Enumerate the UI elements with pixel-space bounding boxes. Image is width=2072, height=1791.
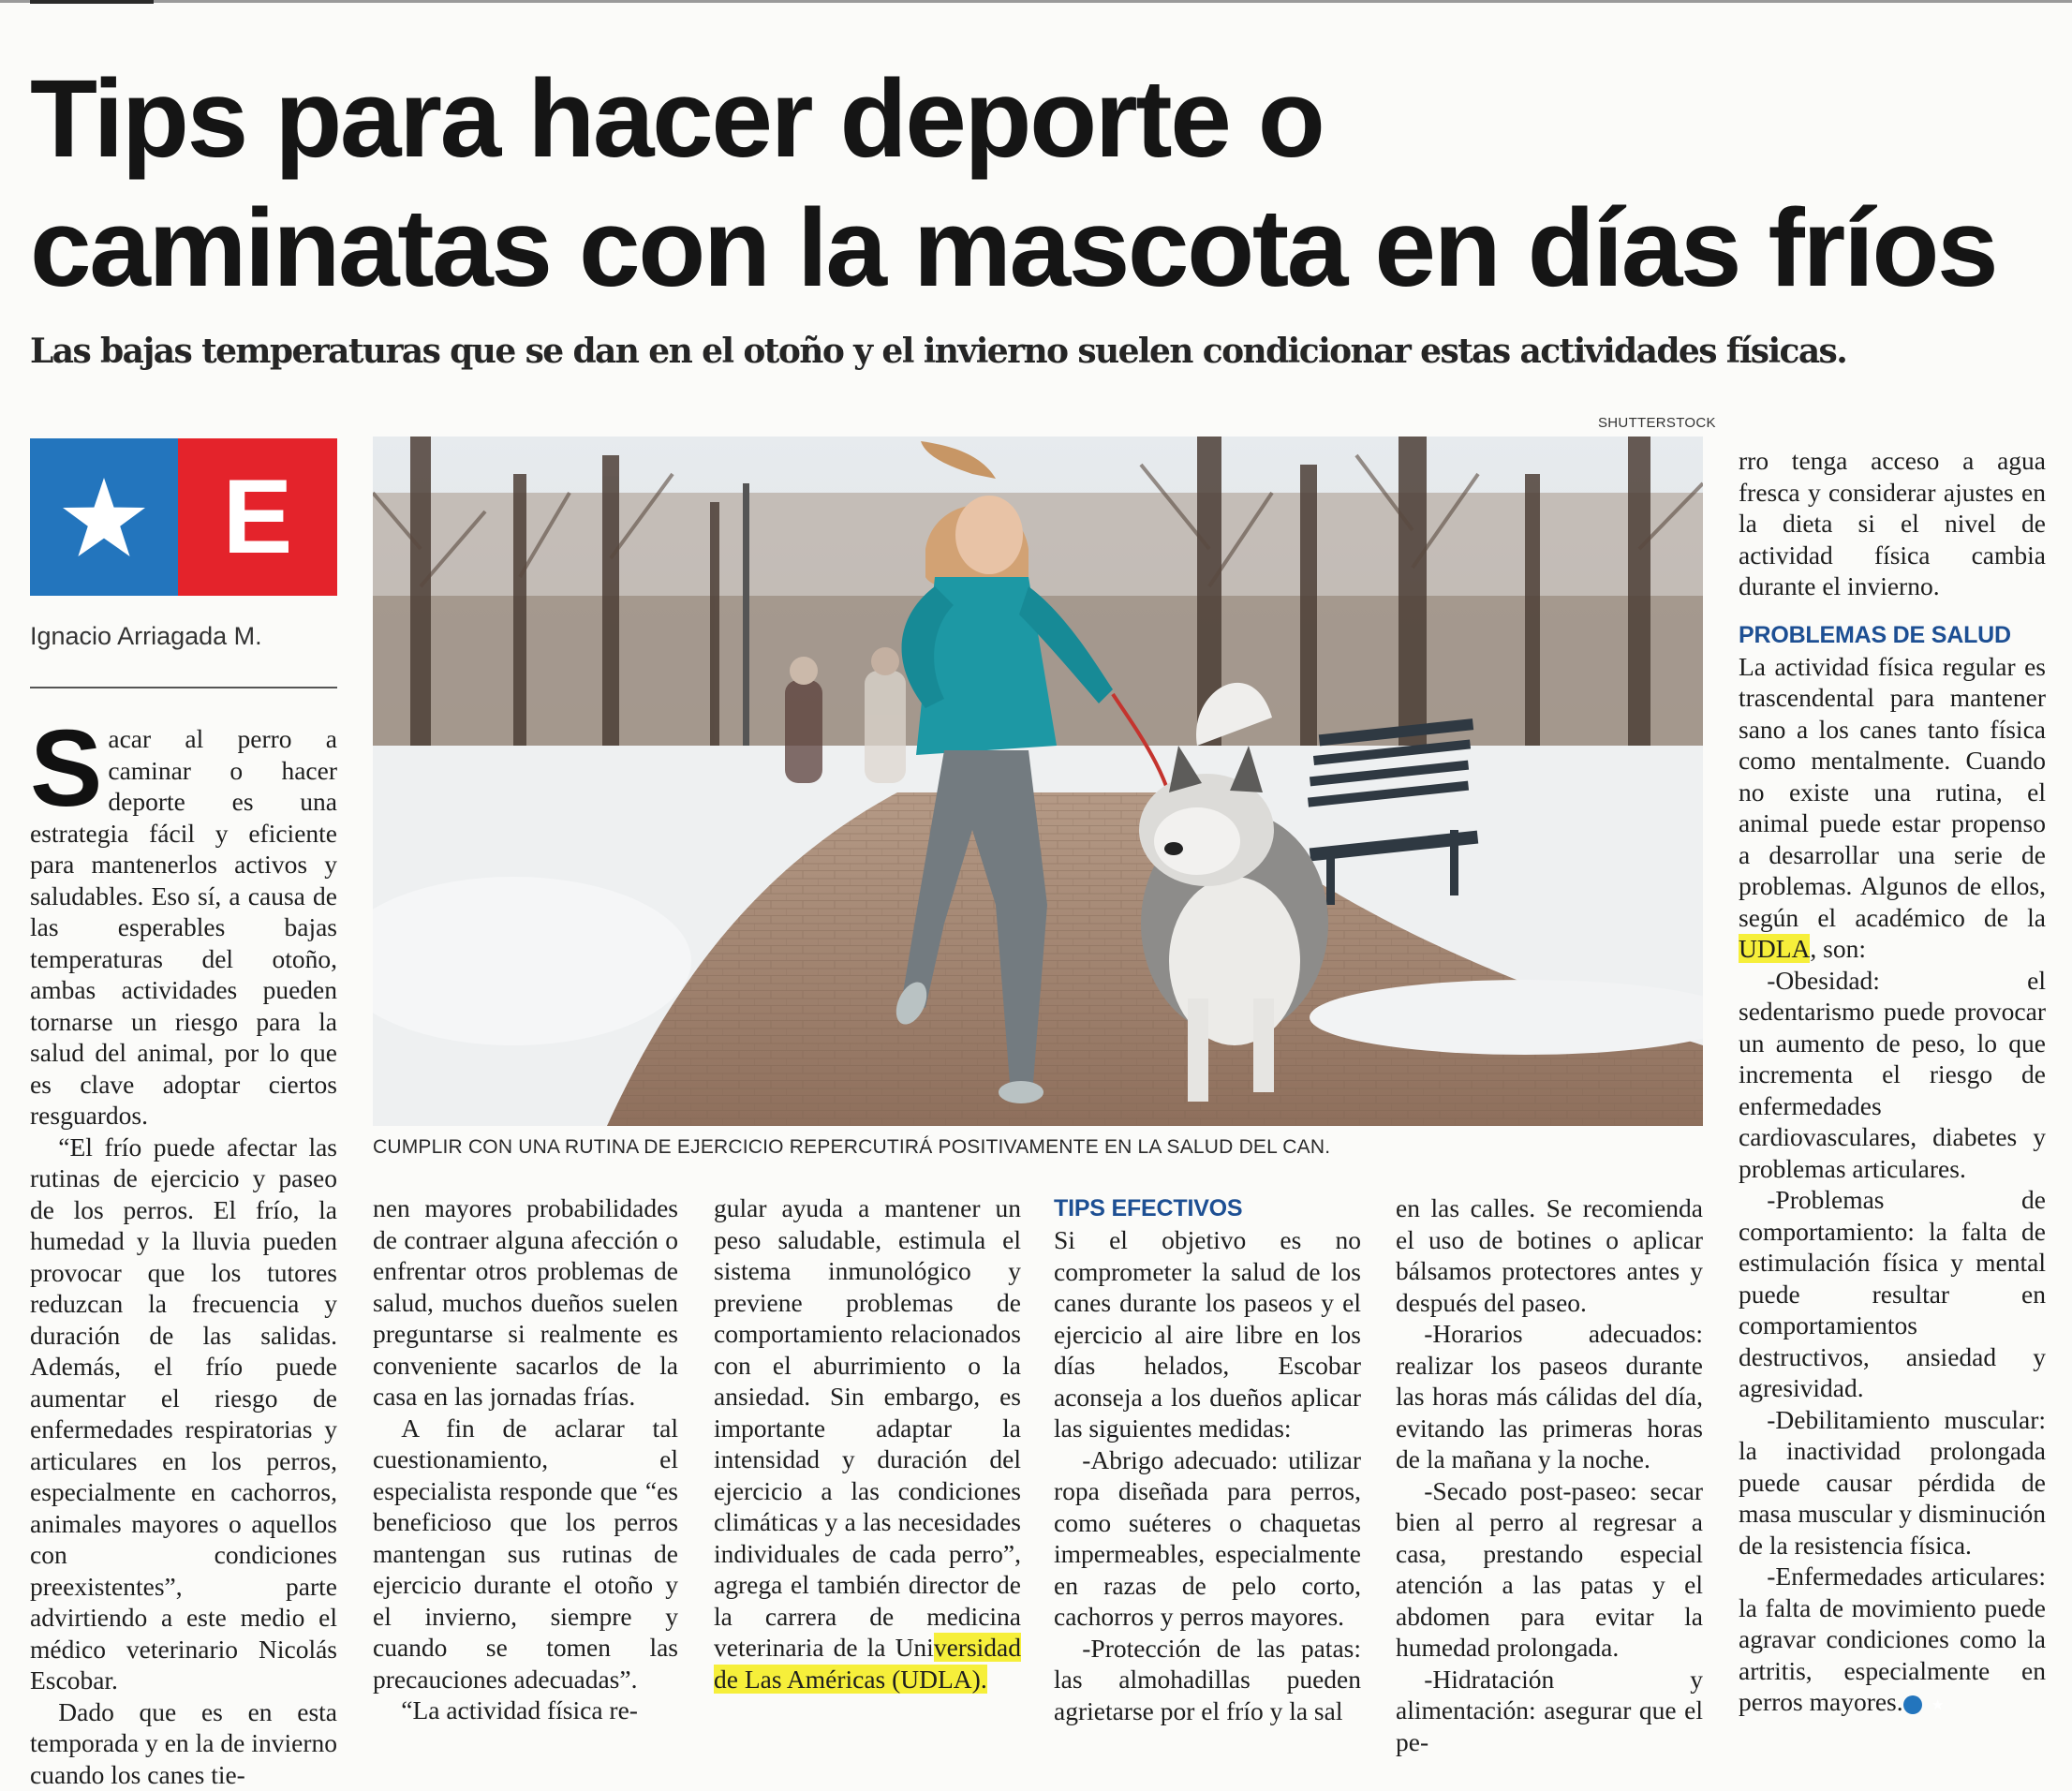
section-logo	[30, 438, 337, 596]
paragraph: nen mayores probabilidades de contraer alguna afección o enfrentar otros problemas de salud, muchos dueños suelen preguntarse si realmente es conveniente sacarlos de la casa en las jornadas frías.	[373, 1193, 678, 1411]
text-column-5	[1396, 1192, 1703, 1757]
paragraph: -Protección de las patas: las almohadillas pueden agrietarse por el frío y la sal	[1054, 1633, 1361, 1725]
text-column-4	[1054, 1192, 1361, 1726]
top-rule	[0, 0, 2072, 3]
photo-illustration	[373, 437, 1703, 1126]
top-rule-tab	[30, 0, 154, 4]
author-byline: Ignacio Arriagada M.	[30, 622, 262, 650]
logo-blue-panel	[30, 438, 178, 596]
lead-paragraph-text: acar al perro a caminar o hacer deporte es una estrategia fácil y eficiente para mantenerlos activos y saludables. Eso sí, a causa de las esperables bajas temperaturas del otoño, ambas actividades pueden tornarse un riesgo para la salud del animal, por lo que es clave adoptar ciertos resguardos.	[30, 724, 337, 1130]
paragraph	[1739, 1561, 2046, 1718]
paragraph: -Problemas de comportamiento: la falta de estimulación física y mental puede resultar en comportamientos destructivos, ansiedad y agresividad.	[1739, 1185, 2046, 1402]
text-column-1	[30, 707, 337, 1790]
paragraph	[1739, 651, 2046, 965]
drop-cap: S	[30, 707, 103, 829]
paragraph: rro tenga acceso a agua fresca y considerar ajustes en la dieta si el nivel de actividad física cambia durante el invierno.	[1739, 446, 2046, 600]
paragraph: Dado que es en esta temporada y en la de invierno cuando los canes tie-	[30, 1696, 337, 1789]
paragraph-text: gular ayuda a mantener un peso saludable, estimula el sistema inmunológico y previene problemas de comportamiento relacionados con el aburrimiento o la ansiedad. Sin embargo, es importante adaptar la intensidad y duración del ejercicio a las condiciones climáticas y a las necesidades individuales de cada perro”, agrega el también director de la carrera de medicina veterinaria de la Uni	[714, 1193, 1021, 1662]
article-photo	[373, 437, 1703, 1126]
photo-credit: SHUTTERSTOCK	[1598, 415, 1716, 431]
lead-paragraph	[30, 707, 337, 1132]
paragraph-text: , son:	[1810, 934, 1866, 963]
paragraph-text: La actividad física regular es trascendental para mantener sano a los canes tanto física como mentalmente. Cuando no existe una rutina, el animal puede estar propenso a desarrollar una serie de problemas. Algunos de ellos, según el académico de la	[1739, 651, 2046, 932]
headline-line-1: Tips para hacer deporte o	[30, 57, 1324, 181]
paragraph: en las calles. Se recomienda el uso de botines o aplicar bálsamos protectores antes y después del paseo.	[1396, 1193, 1703, 1317]
headline	[30, 54, 2072, 313]
section-heading-health: PROBLEMAS DE SALUD	[1739, 621, 2011, 648]
paragraph: Si el objetivo es no comprometer la salud de los canes durante los paseos y el ejercicio al aire libre en los días helados, Escobar aconseja a los dueños aplicar las siguientes medidas:	[1054, 1225, 1361, 1443]
highlighted-text: versidad de Las Américas (UDLA).	[714, 1633, 1021, 1694]
byline-divider	[30, 687, 337, 688]
paragraph: -Debilitamiento muscular: la inactividad prolongada puede causar pérdida de masa muscular y disminución de la resistencia física.	[1739, 1404, 2046, 1560]
subheadline: Las bajas temperaturas que se dan en el otoño y el invierno suelen condicionar estas actividades físicas.	[30, 332, 1847, 371]
paragraph: A fin de aclarar tal cuestionamiento, el especialista responde que “es beneficioso que los perros mantengan sus rutinas de ejercicio durante el otoño y el invierno, siempre y cuando se tomen las precauciones adecuadas”.	[373, 1413, 678, 1694]
text-column-3	[714, 1192, 1021, 1695]
text-column-2	[373, 1192, 678, 1726]
paragraph	[714, 1192, 1021, 1695]
paragraph: -Horarios adecuados: realizar los paseos durante las horas más cálidas del día, evitando las primeras horas de la mañana y la noche.	[1396, 1319, 1703, 1473]
paragraph: -Hidratación y alimentación: asegurar que el pe-	[1396, 1664, 1703, 1756]
paragraph: -Secado post-paseo: secar bien al perro al regresar a casa, prestando especial atención a las patas y el abdomen para evitar la humedad prolongada.	[1396, 1475, 1703, 1662]
paragraph: “La actividad física re-	[401, 1695, 638, 1724]
text-column-6	[1739, 445, 2046, 1718]
headline-line-2: caminatas con la mascota en días fríos	[30, 186, 1997, 310]
logo-letter: E	[178, 438, 337, 596]
highlighted-text: UDLA	[1739, 934, 1811, 963]
paragraph: “El frío puede afectar las rutinas de ejercicio y paseo de los perros. El frío, la humedad y la lluvia pueden provocar que los tutores reduzcan la frecuencia y duración de las salidas. Además, el frío puede aumentar el riesgo de enfermedades respiratorias y articulares en los perros, especialmente en cachorros, animales mayores o aquellos con condiciones preexistentes”, parte advirtiendo a este medio el médico veterinario Nicolás Escobar.	[30, 1132, 337, 1695]
section-heading-tips: TIPS EFECTIVOS	[1054, 1195, 1243, 1221]
star-icon	[62, 478, 146, 558]
paragraph: -Obesidad: el sedentarismo puede provocar un aumento de peso, lo que incrementa el riesgo de enfermedades cardiovasculares, diabetes y problemas articulares.	[1739, 965, 2046, 1183]
star-icon: ★	[1903, 1695, 1922, 1714]
paragraph: -Abrigo adecuado: utilizar ropa diseñada para perros, como suéteres o chaquetas impermeables, especialmente en razas de pelo corto, cachorros y perros mayores.	[1054, 1444, 1361, 1631]
photo-caption: CUMPLIR CON UNA RUTINA DE EJERCICIO REPERCUTIRÁ POSITIVAMENTE EN LA SALUD DEL CAN.	[373, 1136, 1331, 1158]
paragraph-text: -Enfermedades articulares: la falta de movimiento puede agravar condiciones como la artritis, especialmente en perros mayores.	[1739, 1562, 2046, 1716]
